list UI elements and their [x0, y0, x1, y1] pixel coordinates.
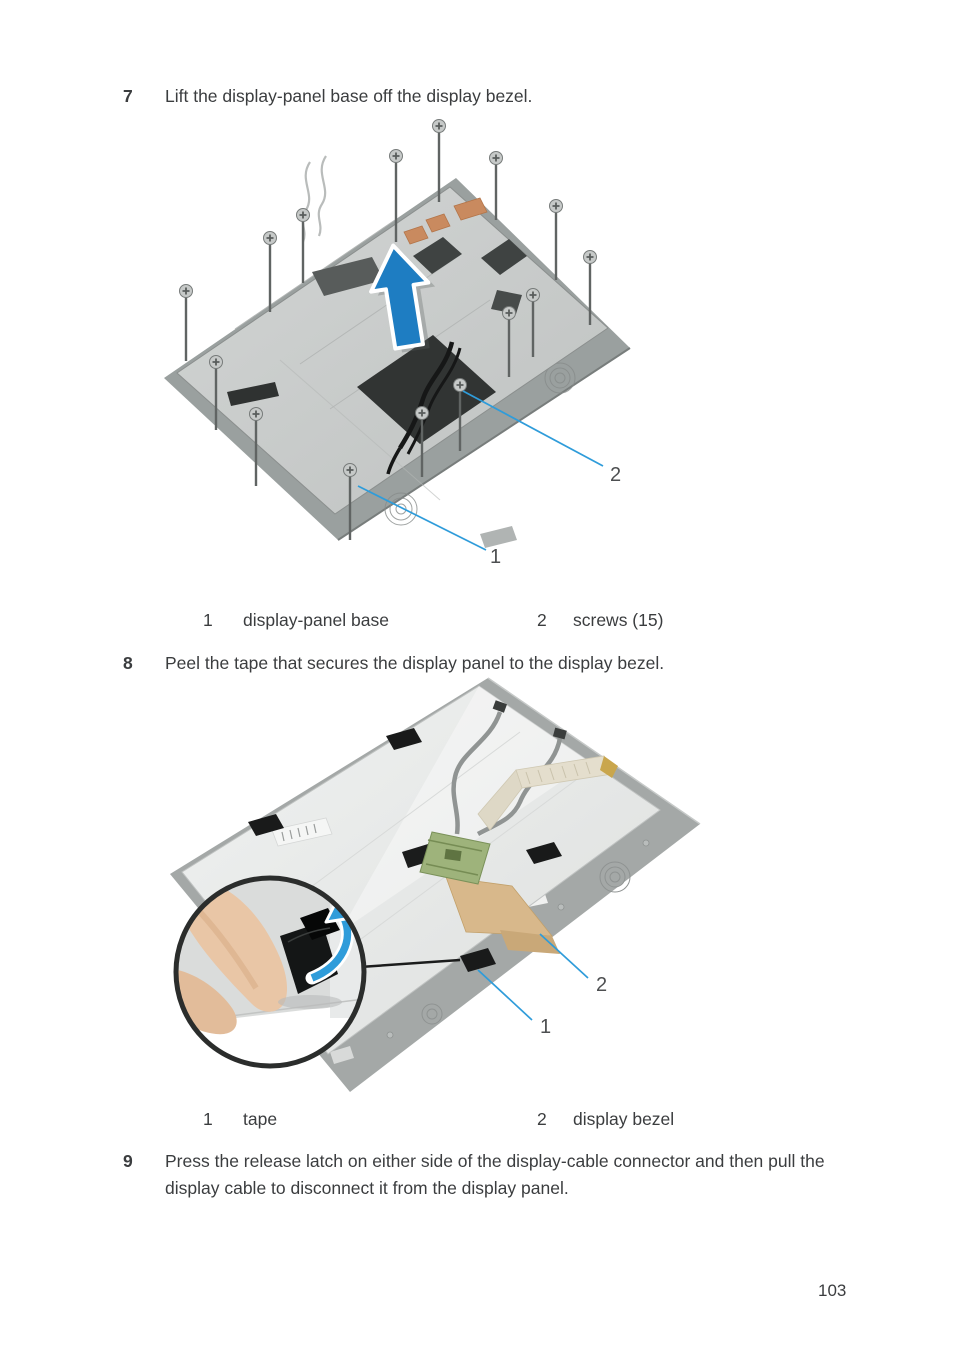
figure2-callout-1: 1: [540, 1016, 552, 1038]
legend1-item1-label: display-panel base: [243, 610, 389, 630]
screw-icon: [490, 152, 503, 221]
step-9-number: 9: [123, 1151, 133, 1171]
legend2-item1-num: 1: [203, 1109, 213, 1129]
figure-peel-tape: [160, 672, 820, 1092]
step-7-number: 7: [123, 86, 133, 106]
step-7-text: Lift the display-panel base off the display bezel.: [165, 86, 533, 106]
screw-icon: [550, 200, 563, 281]
legend2-item1-label: tape: [243, 1109, 278, 1129]
step-8-text: Peel the tape that secures the display panel to the display bezel.: [165, 653, 665, 673]
screw-icon: [180, 285, 193, 362]
bezel-foot-tab: [480, 526, 517, 548]
display-panel-tape-illustration: [160, 672, 820, 1092]
legend1-item2-num: 2: [537, 610, 547, 630]
figure-display-panel-base-removal: [160, 110, 820, 598]
vent-circle: [385, 493, 417, 525]
callout-line-tape: [478, 970, 532, 1020]
figure1-callout-1: 1: [490, 546, 502, 568]
step-9: [123, 1148, 825, 1202]
step-9-text: Press the release latch on either side of the display-cable connector and then pull the display cable to disconnect it from the display panel.: [165, 1151, 825, 1198]
screw-icon: [297, 209, 310, 284]
callout-line-bezel: [540, 934, 588, 978]
step-7: [123, 83, 825, 110]
legend1-item2-label: screws (15): [573, 610, 664, 630]
legend2-item2-num: 2: [537, 1109, 547, 1129]
callout-line-panel-base: [358, 486, 486, 550]
legend1-item1-num: 1: [203, 610, 213, 630]
page-number: 103: [818, 1281, 847, 1300]
figure2-callout-2: 2: [596, 974, 608, 996]
screw-icon: [264, 232, 277, 313]
figure1-callout-2: 2: [610, 464, 622, 486]
display-panel-base-illustration: [160, 110, 820, 598]
antenna-wires: [303, 156, 326, 242]
step-8-number: 8: [123, 653, 133, 673]
legend2-item2-label: display bezel: [573, 1109, 675, 1129]
